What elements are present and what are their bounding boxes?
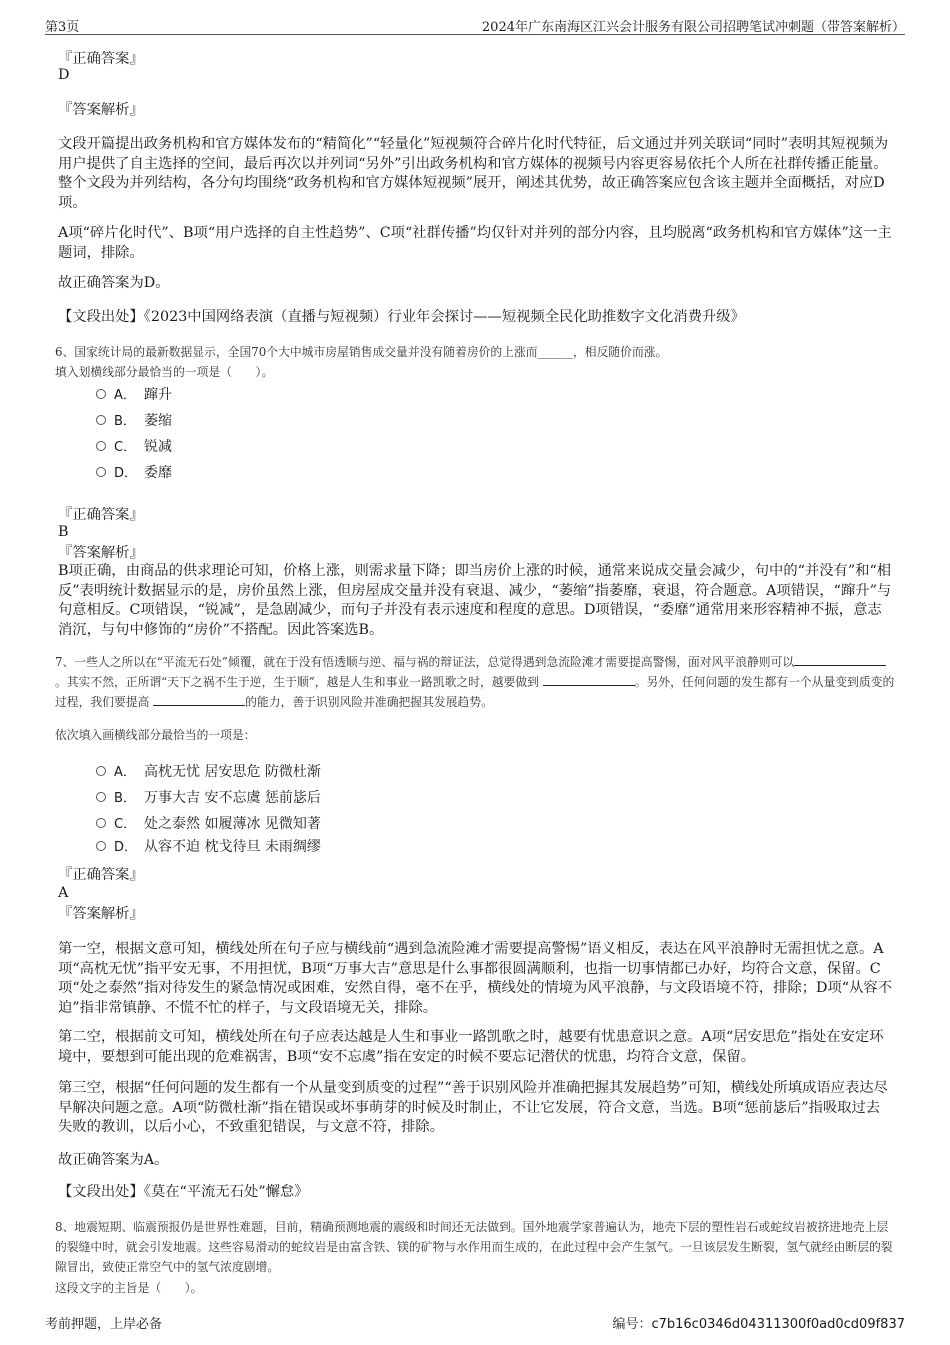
radio-icon[interactable] [96,766,106,776]
option-a[interactable]: A． 高枕无忧 居安思危 防微杜渐 [96,763,321,782]
analysis-paragraph: 第一空，根据文意可知，横线处所在句子应与横线前“遇到急流险滩才需要提高警惕”语义相反，表达在风平浪静时无需担忧之意。A项“高枕无忧”指平安无事，不用担忧，B项“万事大吉”意思是什么事都很圆满顺利，也指一切事情都已办好，均符合文意，保留。C项“处之泰然”指对待发生的紧急情况或困难，安然自得，毫不在乎，横线处的情境为风平浪静，与文段语境不符，排除；D项“从容不迫”指非常镇静、不慌不忙的样子，与文段语境无关，排除。 [58,941,893,1016]
analysis-paragraph: A项“碎片化时代”、B项“用户选择的自主性趋势”、C项“社群传播”均仅针对并列的部分内容，且均脱离“政务机构和官方媒体”这一主题词，排除。 [58,225,892,261]
analysis-label: 『答案解析』 [58,102,144,118]
option-b[interactable]: B． 万事大吉 安不忘虞 惩前毖后 [96,789,321,808]
answer-value: D [58,67,70,83]
question-stem: 8、地震短期、临震预报仍是世界性难题，目前，精确预测地震的震级和时间还无法做到。国外地震学家普遍认为，地壳下层的塑性岩石或蛇纹岩被挤进地壳上层的裂缝中时，就会引发地震。这些容易滑动的蛇纹岩是由富含铁、镁的矿物与水作用而生成的，在此过程中会产生氢气。一旦该层发生断裂，氢气就经由断层的裂隙冒出，致使正常空气中的氢气浓度剧增。 [55,1220,893,1275]
answer-label: 『正确答案』 [58,507,144,523]
radio-icon[interactable] [96,441,106,451]
radio-icon[interactable] [96,792,106,802]
analysis-conclusion: 故正确答案为D。 [58,275,170,291]
document-code: 编号：c7b16c0346d04311300f0ad0cd09f837 [612,1317,905,1332]
analysis-paragraph: B项正确，由商品的供求理论可知，价格上涨，则需求量下降；即当房价上涨的时候，通常来说成交量会减少，句中的“并没有”和“相反”表明统计数据显示的是，房价虽然上涨，但房屋成交量并没有衰退、减少，“萎缩”指萎靡，衰退，符合题意。A项错误，“蹿升”与句意相反。C项错误，“锐减”，是急剧减少，而句子并没有表示速度和程度的意思。D项错误，“委靡”通常用来形容精神不振，意志消沉，与句中修饰的“房价”不搭配。因此答案选B。 [58,563,892,638]
question-prompt: 填入划横线部分最恰当的一项是（ ）。 [55,365,274,379]
answer-value: B [58,524,69,540]
option-c[interactable]: C． 处之泰然 如履薄冰 见微知著 [96,815,321,834]
analysis-label: 『答案解析』 [58,906,144,922]
footer-slogan: 考前押题，上岸必备 [45,1317,163,1332]
answer-label: 『正确答案』 [58,51,144,67]
radio-icon[interactable] [96,818,106,828]
radio-icon[interactable] [96,467,106,477]
document-title: 2024年广东南海区江兴会计服务有限公司招聘笔试冲刺题（带答案解析） [481,20,905,35]
question-prompt: 依次填入画横线部分最恰当的一项是： [55,728,256,742]
radio-icon[interactable] [96,841,106,851]
question-prompt: 这段文字的主旨是（ ）。 [55,1281,203,1295]
option-b[interactable]: B． 萎缩 [96,412,172,431]
answer-label: 『正确答案』 [58,867,144,883]
source-note: 【文段出处】《2023中国网络表演（直播与短视频）行业年会探讨——短视频全民化助推数字文化消费升级》 [58,309,745,325]
analysis-paragraph: 第三空，根据“任何问题的发生都有一个从量变到质变的过程”“善于识别风险并准确把握其发展趋势”可知，横线处所填成语应表达尽早解决问题之意。A项“防微杜渐”指在错误或坏事萌芽的时候及时制止，不让它发展，符合文意，当选。B项“惩前毖后”指吸取过去失败的教训，以后小心，不致重犯错误，与文意不符，排除。 [58,1080,888,1136]
option-d[interactable]: D． 委靡 [96,464,172,483]
option-d[interactable]: D． 从容不迫 枕戈待旦 未雨绸缪 [96,838,321,857]
question-stem: 7、一些人之所以在“平流无石处”倾覆，就在于没有悟透顺与逆、福与祸的辩证法，总觉得遇到急流险滩才需要提高警惕，面对风平浪静则可以。其实不然，正所谓“天下之祸不生于逆，生于顺”，越是人生和事业一路凯歌之时，越要做到 。另外，任何问题的发生都有一个从量变到质变的过程，我们要提高 的能力，善于识别风险并准确把握其发展趋势。 [55,655,895,710]
page-number: 第3页 [45,20,80,35]
radio-icon[interactable] [96,389,106,399]
analysis-label: 『答案解析』 [58,545,144,561]
answer-value: A [58,885,69,901]
radio-icon[interactable] [96,415,106,425]
option-c[interactable]: C． 锐减 [96,438,172,457]
source-note: 【文段出处】《莫在“平流无石处”懈怠》 [58,1184,309,1200]
analysis-paragraph: 第二空，根据前文可知，横线处所在句子应表达越是人生和事业一路凯歌之时，越要有忧患意识之意。A项“居安思危”指处在安定环境中，要想到可能出现的危难祸害，B项“安不忘虞”指在安定的时候不要忘记潜伏的忧患，均符合文意，保留。 [58,1029,884,1065]
question-stem: 6、国家统计局的最新数据显示，全国70个大中城市房屋销售成交量并没有随着房价的上涨而______，相反随价而涨。 [55,345,668,359]
option-a[interactable]: A． 蹿升 [96,386,172,405]
analysis-paragraph: 文段开篇提出政务机构和官方媒体发布的“精简化”“轻量化”短视频符合碎片化时代特征，后文通过并列关联词“同时”表明其短视频为用户提供了自主选择的空间，最后再次以并列词“另外”引出政务机构和官方媒体的视频号内容更容易依托个人所在社群传播正能量。整个文段为并列结构，各分句均围绕“政务机构和官方媒体短视频”展开，阐述其优势，故正确答案应包含该主题并全面概括，对应D项。 [58,136,889,211]
analysis-conclusion: 故正确答案为A。 [58,1152,169,1168]
page-header [45,14,905,35]
